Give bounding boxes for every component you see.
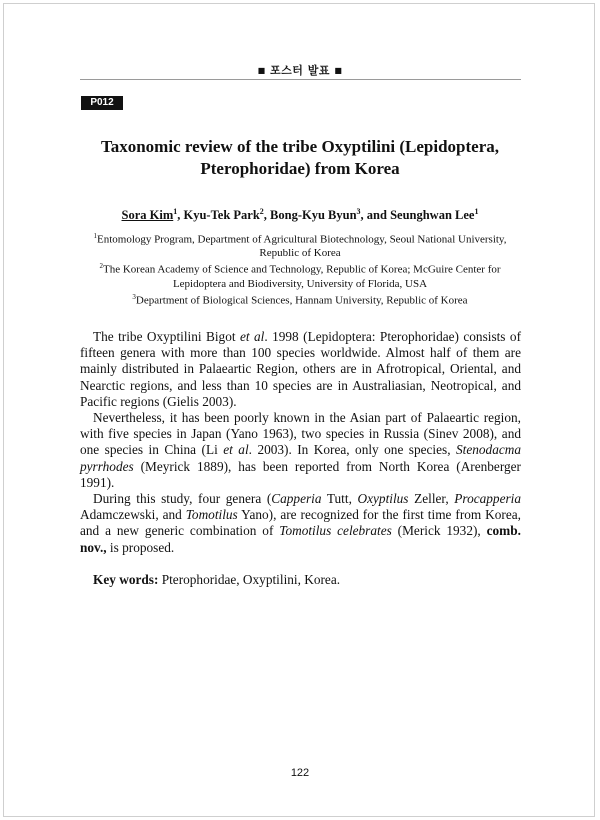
keywords <box>80 572 521 588</box>
author-separator: , <box>177 208 184 223</box>
author-separator: , <box>263 208 271 223</box>
author-affil-sup: 1 <box>173 207 178 216</box>
text-run: Adamczewski, and <box>80 507 186 523</box>
author-affil-sup: 1 <box>474 207 479 216</box>
italic-run: et al <box>223 442 249 458</box>
text-run: (Meyrick 1889), has been reported from North Korea (Arenberger 1991). <box>80 458 521 490</box>
affiliation-text: The Korean Academy of Science and Technology, Republic of Korea; McGuire Center for <box>102 264 501 277</box>
author-name: Kyu-Tek Park <box>183 208 260 223</box>
text-run: Yano), are recognized for the first time from Korea, and a new generic combination of <box>80 507 521 539</box>
affiliation-1 <box>80 230 520 247</box>
text-run: is proposed. <box>106 539 175 555</box>
bold-run: comb. nov., <box>80 523 521 555</box>
affiliation-2 <box>80 260 520 277</box>
affiliation-sup: 3 <box>132 292 136 301</box>
affiliation-text: Department of Biological Sciences, Hannam University, Republic of Korea <box>135 294 468 307</box>
affiliation-3 <box>80 291 520 308</box>
keywords-label: Key words: <box>93 571 159 587</box>
author-name: Sora Kim <box>121 208 174 223</box>
abstract-body <box>80 329 521 588</box>
abstract-paragraph-2 <box>80 410 521 491</box>
section-header <box>80 62 520 78</box>
text-run: During this study, four genera ( <box>93 491 272 507</box>
bullet-left-icon: ■ <box>257 66 266 75</box>
genus-name: Procapperia <box>454 491 521 507</box>
text-run: . 2003). In Korea, only one species, <box>248 442 456 458</box>
title-line-2: Pterophoridae) from Korea <box>200 159 400 178</box>
author-name: Seunghwan Lee <box>390 208 475 223</box>
text-run: Nevertheless, it has been poorly known in the Asian part of Palaeartic region, with five species in Japan (Yano 1963), two species in Russia (Sinev 2008), and one species in China (Li <box>80 410 521 458</box>
keywords-text: Pterophoridae, Oxyptilini, Korea. <box>158 571 341 587</box>
author-affil-sup: 2 <box>259 207 264 216</box>
genus-name: Capperia <box>271 491 322 507</box>
affiliation-list <box>80 230 520 308</box>
affiliation-sup: 2 <box>99 262 103 271</box>
affiliation-sup: 1 <box>93 232 97 240</box>
italic-run: et al <box>239 329 265 344</box>
section-label: 포스터 발표 <box>270 64 330 77</box>
abstract-paragraph-3 <box>80 491 521 556</box>
text-run: (Merick 1932), <box>391 523 487 539</box>
genus-name: Tomotilus <box>185 507 238 523</box>
author-name: Bong-Kyu Byun <box>270 208 357 223</box>
author-separator: , <box>360 208 367 223</box>
title-line-1: Taxonomic review of the tribe Oxyptilini (Lepidoptera, <box>100 137 500 156</box>
affiliation-2-cont: Lepidoptera and Biodiversity, University of Florida, USA <box>172 277 428 290</box>
author-list <box>60 207 540 223</box>
species-name: Tomotilus celebrates <box>279 523 392 539</box>
author-affil-sup: 3 <box>356 207 361 216</box>
text-run: . 1998 (Lepidoptera: Pterophoridae) consists of fifteen genera with more than 100 species worldwide. Almost half of them are mainly distributed in Palaeartic Region, others are in Afrotropical, Oriental, and Nearctic regions, and less than 10 species are in Australiasian, Neotropical, and Pacific regions (Gielis 2003). <box>80 329 521 409</box>
paper-title <box>70 136 530 180</box>
text-run: Zeller, <box>408 491 455 507</box>
affiliation-1-cont: Republic of Korea <box>259 247 341 260</box>
affiliation-text: Entomology Program, Department of Agricultural Biotechnology, Seoul National University, <box>97 233 507 246</box>
page-number: 122 <box>290 767 310 779</box>
bullet-right-icon: ■ <box>334 66 343 75</box>
author-and: and <box>366 208 391 223</box>
poster-id-badge: P012 <box>81 96 123 110</box>
abstract-paragraph-1 <box>80 329 521 410</box>
genus-name: Oxyptilus <box>357 491 409 507</box>
text-run: Tutt, <box>321 491 358 507</box>
header-divider <box>80 79 521 80</box>
species-name: Stenodacma pyrrhodes <box>80 442 521 474</box>
text-run: The tribe Oxyptilini Bigot <box>93 329 240 344</box>
